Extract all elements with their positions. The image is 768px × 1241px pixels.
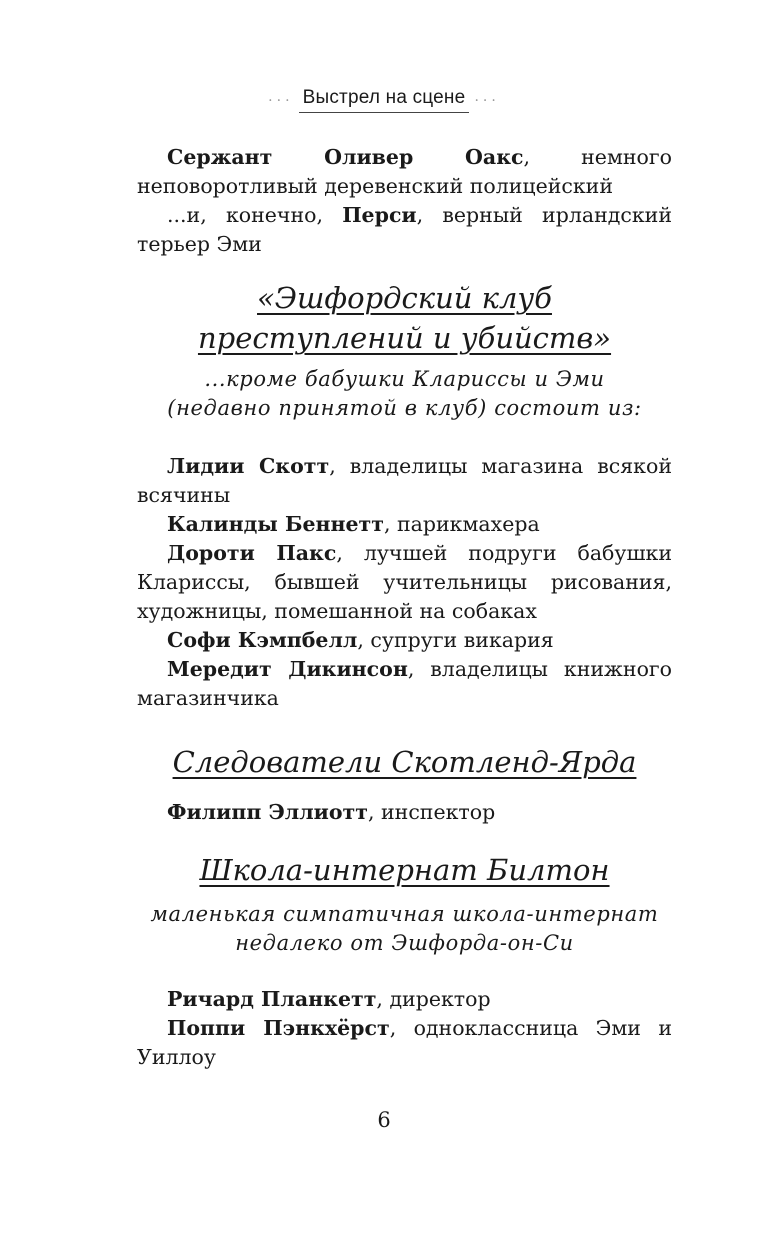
list-item xyxy=(137,1014,672,1072)
running-title: Выстрел на сцене xyxy=(299,86,470,113)
member-name: Лидии Скотт xyxy=(167,454,330,478)
scotland-yard-heading-text: Следователи Скотленд-Ярда xyxy=(172,745,637,779)
top-entries xyxy=(137,143,672,259)
member-text: , директор xyxy=(376,987,491,1011)
member-text: , владелицы магазина всякой всячины xyxy=(137,454,672,507)
member-text: , одноклассница Эми и Уиллоу xyxy=(137,1016,672,1069)
member-text: , супруги викария xyxy=(357,628,554,652)
list-item xyxy=(137,510,672,539)
list-item xyxy=(137,626,672,655)
member-name: Дороти Пакс xyxy=(167,541,337,565)
header-dots-left: ··· xyxy=(268,93,294,109)
member-text: , парикмахера xyxy=(383,512,540,536)
school-subtitle xyxy=(137,900,672,958)
member-name: Калинды Беннетт xyxy=(167,512,384,536)
member-name: Ричард Планкетт xyxy=(167,987,377,1011)
club-heading-line2: преступлений и убийств» xyxy=(197,321,612,355)
page-number: 6 xyxy=(377,1108,391,1132)
member-name: Софи Кэмпбелл xyxy=(167,628,358,652)
member-name: Поппи Пэнкхёрст xyxy=(167,1016,390,1040)
school-heading xyxy=(137,850,672,890)
member-name: Мередит Дикинсон xyxy=(167,657,408,681)
header-dots-right: ··· xyxy=(474,93,500,109)
club-heading xyxy=(137,278,672,358)
club-subtitle xyxy=(137,365,672,423)
member-text: , инспектор xyxy=(367,800,496,824)
school-heading-text: Школа-интернат Билтон xyxy=(199,853,610,887)
list-item xyxy=(137,798,672,827)
club-heading-line1: «Эшфордский клуб xyxy=(257,281,552,315)
entry-name: Перси xyxy=(342,203,417,227)
list-item xyxy=(137,655,672,713)
list-item xyxy=(137,452,672,510)
entry-text: , немного неповоротливый деревенский полицейский xyxy=(137,145,672,198)
scotland-yard-heading xyxy=(137,742,672,782)
scotland-yard-members xyxy=(137,798,672,827)
school-subtitle-line1: маленькая симпатичная школа-интернат xyxy=(150,902,659,926)
school-subtitle-line2: недалеко от Эшфорда-он-Си xyxy=(235,931,574,955)
club-subtitle-line1: ...кроме бабушки Клариссы и Эми xyxy=(204,367,605,391)
list-item xyxy=(137,985,672,1014)
entry-oaks xyxy=(137,143,672,201)
member-name: Филипп Эллиотт xyxy=(167,800,368,824)
running-header xyxy=(0,86,768,113)
entry-prefix: ...и, конечно, xyxy=(167,203,343,227)
member-text: , владелицы книжного магазинчика xyxy=(137,657,672,710)
school-members xyxy=(137,985,672,1072)
list-item xyxy=(137,539,672,626)
member-text: , лучшей подруги бабушки Клариссы, бывшей учительницы рисования, художницы, помешанной на собаках xyxy=(137,541,672,623)
entry-text: , верный ирландский терьер Эми xyxy=(137,203,672,256)
entry-percy xyxy=(137,201,672,259)
entry-name: Сержант Оливер Оакс xyxy=(167,145,524,169)
club-subtitle-line2: (недавно принятой в клуб) состоит из: xyxy=(167,396,642,420)
club-members xyxy=(137,452,672,713)
